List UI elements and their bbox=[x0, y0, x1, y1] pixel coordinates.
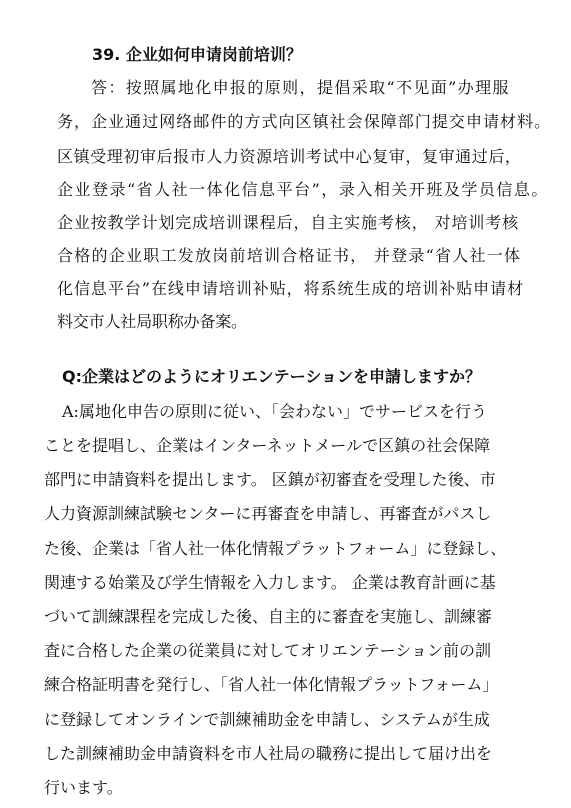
japanese-answer-line: 部門に申請資料を提出します。 区鎮が初審査を受理した後、市 bbox=[44, 470, 496, 489]
japanese-answer-line: に登録してオンラインで訓練補助金を申請し、システムが生成 bbox=[44, 710, 490, 729]
japanese-answer-line: づいて訓練課程を完成した後、自主的に審査を実施し、訓練審 bbox=[44, 607, 493, 626]
japanese-question-title: Q:企業はどのようにオリエンテーションを申請しますか？ bbox=[62, 367, 482, 386]
chinese-answer-line: 料交市人社局职称办备案。 bbox=[57, 312, 247, 331]
chinese-answer-line: 合格的企业职工发放岗前培训合格证书， 并登录“省人社一体 bbox=[57, 246, 522, 265]
japanese-answer-line: 関連する始業及び学生情報を入力します。 企業は教育計画に基 bbox=[44, 573, 496, 592]
japanese-answer-line: した訓練補助金申請資料を市人社局の職務に提出して届け出を bbox=[44, 744, 493, 763]
japanese-answer-line: A:属地化申告の原則に従い、「会わない」でサービスを行う bbox=[62, 402, 487, 421]
chinese-answer-line: 企业按教学计划完成培训课程后，自主实施考核， 对培训考核 bbox=[57, 213, 520, 232]
chinese-answer-line: 答：按照属地化申报的原则，提倡采取“不见面”办理服 bbox=[91, 78, 510, 97]
japanese-answer-line: 人力資源訓練試験センターに再審査を申請し、再審査がパスし bbox=[44, 504, 492, 523]
japanese-answer-line: ことを提唱し、企業はインターネットメールで区鎮の社会保障 bbox=[44, 436, 491, 455]
japanese-answer-line: 行います。 bbox=[44, 778, 123, 797]
chinese-answer-line: 企业登录“省人社一体化信息平台”，录入相关开班及学员信息。 bbox=[57, 180, 549, 199]
japanese-answer-line: 査に合格した企業の従業員に対してオリエンテーション前の訓 bbox=[44, 641, 492, 660]
chinese-answer-line: 化信息平台”在线申请培训补贴，将系统生成的培训补贴申请材 bbox=[57, 279, 525, 298]
chinese-answer-line: 务，企业通过网络邮件的方式向区镇社会保障部门提交申请材料。 bbox=[57, 112, 552, 131]
chinese-answer-line: 区镇受理初审后报市人力资源培训考试中心复审，复审通过后， bbox=[57, 147, 522, 166]
japanese-answer-line: 練合格証明書を発行し、「省人社一体化情報プラットフォーム」 bbox=[44, 675, 499, 694]
chinese-question-title: 39. 企业如何申请岗前培训？ bbox=[92, 45, 302, 64]
japanese-answer-line: た後、企業は「省人社一体化情報プラットフォーム」に登録し、 bbox=[44, 539, 507, 558]
